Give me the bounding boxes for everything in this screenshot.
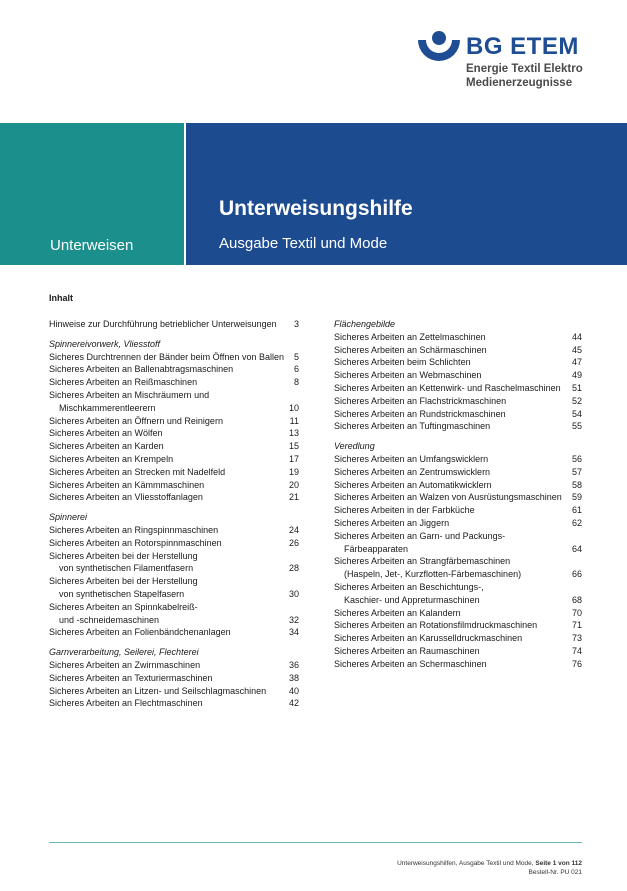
- contents-heading: Inhalt: [49, 293, 73, 303]
- toc-entry[interactable]: [334, 466, 582, 479]
- toc-entry[interactable]: [49, 453, 299, 466]
- toc-entry-page: 10: [288, 402, 299, 413]
- toc-entry-page: 21: [288, 492, 299, 503]
- document-subtitle: Ausgabe Textil und Mode: [219, 235, 388, 252]
- toc-entry-page: 74: [571, 645, 582, 656]
- toc-entry-page: [295, 550, 299, 563]
- toc-entry-title: Sicheres Arbeiten an Zentrumswicklern: [334, 466, 491, 477]
- toc-entry-title: Sicheres Arbeiten an Mischräumern und: [49, 389, 210, 400]
- toc-entry[interactable]: [334, 504, 582, 517]
- toc-entry-page: 54: [571, 408, 582, 419]
- toc-entry-page: 47: [571, 357, 582, 368]
- toc-entry-title: Sicheres Arbeiten an Rotorspinnmaschinen: [49, 537, 222, 548]
- toc-entry-title: Sicheres Arbeiten an Folienbändchenanlagen: [49, 627, 231, 638]
- toc-entry[interactable]: [334, 479, 582, 492]
- toc-entry-title: Sicheres Arbeiten an Strecken mit Nadelfeld: [49, 466, 226, 477]
- document-title: Unterweisungshilfe: [219, 197, 413, 220]
- toc-entry-title: Sicheres Arbeiten an Rotationsfilmdruckmaschinen: [334, 620, 538, 631]
- toc-entry-title: Sicheres Arbeiten an Kämmmaschinen: [49, 479, 205, 490]
- toc-entry-title: Sicheres Arbeiten an Garn- und Packungs-: [334, 530, 506, 541]
- toc-entry[interactable]: [49, 601, 299, 614]
- toc-entry[interactable]: [334, 581, 582, 594]
- toc-entry-page: 57: [571, 466, 582, 477]
- toc-entry-page: [295, 575, 299, 588]
- toc-entry[interactable]: [49, 351, 299, 364]
- toc-entry-title: Sicheres Arbeiten an Öffnern und Reinigern: [49, 415, 223, 426]
- toc-entry-title: und -schneidemaschinen: [59, 614, 160, 625]
- toc-entry[interactable]: [49, 672, 299, 685]
- toc-entry-page: 20: [288, 479, 299, 490]
- toc-entry[interactable]: [334, 331, 582, 344]
- toc-entry[interactable]: [334, 408, 582, 421]
- footer-doc-name: Unterweisungshilfen, Ausgabe Textil und Mode,: [397, 860, 536, 867]
- toc-entry[interactable]: [49, 614, 299, 627]
- toc-entry-title: Hinweise zur Durchführung betrieblicher Unterweisungen: [49, 319, 277, 329]
- toc-entry[interactable]: [49, 575, 299, 588]
- category-band: [0, 123, 184, 265]
- toc-entry-title: Sicheres Arbeiten in der Farbküche: [334, 505, 475, 516]
- toc-entry-page: 11: [289, 415, 299, 426]
- toc-entry-page: [578, 581, 582, 594]
- toc-entry-page: 38: [288, 672, 299, 683]
- toc-entry-title: Sicheres Arbeiten an Wölfen: [49, 428, 163, 439]
- toc-entry-page: 58: [571, 479, 582, 490]
- toc-entry-title: Sicheres Arbeiten bei der Herstellung: [49, 576, 198, 587]
- toc-entry-title: Sicheres Arbeiten an Texturiermaschinen: [49, 672, 213, 683]
- toc-entry-page: [295, 601, 299, 614]
- toc-entry-page: 64: [571, 543, 582, 554]
- toc-entry-page: 76: [571, 658, 582, 669]
- toc-entry-title: Sicheres Arbeiten an Reißmaschinen: [49, 377, 198, 388]
- toc-entry-title: Sicheres Arbeiten an Karden: [49, 441, 164, 452]
- logo-line-1: Energie Textil Elektro: [466, 63, 583, 75]
- toc-entry[interactable]: [334, 607, 582, 620]
- toc-entry-title: Sicheres Arbeiten an Schermaschinen: [334, 658, 487, 669]
- footer-rule: [49, 842, 582, 843]
- logo-line-2: Medienerzeugnisse: [466, 77, 573, 89]
- toc-entry-page: 24: [288, 524, 299, 535]
- toc-section-heading: Flächengebilde: [334, 319, 396, 329]
- toc-entry[interactable]: [334, 420, 582, 433]
- toc-entry[interactable]: [49, 318, 299, 331]
- toc-section-heading: Garnverarbeitung, Seilerei, Flechterei: [49, 647, 199, 658]
- toc-entry-title: Sicheres Arbeiten an Kalandern: [334, 607, 461, 618]
- toc-entry-title: Sicheres Arbeiten an Spinnkabelreiß-: [49, 601, 198, 612]
- toc-entry-page: 3: [293, 319, 299, 329]
- toc-entry-page: 70: [571, 607, 582, 618]
- toc-entry[interactable]: [49, 389, 299, 402]
- toc-entry[interactable]: [334, 632, 582, 645]
- toc-entry-page: 8: [293, 377, 299, 388]
- toc-entry-page: 59: [571, 492, 582, 503]
- toc-entry[interactable]: [334, 543, 582, 556]
- toc-entry-title: Sicheres Arbeiten an Rundstrickmaschinen: [334, 408, 506, 419]
- toc-entry-page: 15: [288, 441, 299, 452]
- toc-entry-title: Sicheres Arbeiten an Raumaschinen: [334, 645, 480, 656]
- toc-right-column: [334, 318, 582, 671]
- toc-entry-title: Sicheres Arbeiten an Flachstrickmaschinen: [334, 395, 507, 406]
- toc-entry[interactable]: [49, 363, 299, 376]
- toc-entry[interactable]: [49, 491, 299, 504]
- toc-entry[interactable]: [334, 530, 582, 543]
- toc-entry[interactable]: [334, 369, 582, 382]
- toc-entry[interactable]: [334, 395, 582, 408]
- toc-entry-title: Sicheres Arbeiten an Kettenwirk- und Raschelmaschinen: [334, 382, 561, 393]
- toc-entry[interactable]: [334, 594, 582, 607]
- toc-entry-title: Kaschier- und Appreturmaschinen: [344, 594, 480, 605]
- logo-name: BG ETEM: [466, 33, 579, 60]
- toc-entry-title: Sicheres Arbeiten an Umfangswicklern: [334, 453, 489, 464]
- toc-entry[interactable]: [49, 402, 299, 415]
- category-label: Unterweisen: [50, 237, 134, 254]
- toc-entry-title: Sicheres Durchtrennen der Bänder beim Öffnen von Ballen: [49, 351, 284, 362]
- footer-page-info: [397, 860, 582, 867]
- toc-entry[interactable]: [49, 479, 299, 492]
- toc-entry-page: 42: [288, 698, 299, 709]
- toc-entry-title: Sicheres Arbeiten an Jiggern: [334, 517, 450, 528]
- toc-entry-title: (Haspeln, Jet-, Kurzflotten-Färbemaschinen): [344, 569, 522, 580]
- toc-entry-title: Färbeapparaten: [344, 543, 409, 554]
- toc-entry-page: 17: [288, 453, 299, 464]
- toc-entry[interactable]: [49, 524, 299, 537]
- toc-entry-title: Sicheres Arbeiten an Krempeln: [49, 453, 174, 464]
- toc-entry[interactable]: [49, 697, 299, 710]
- toc-entry-page: 36: [288, 659, 299, 670]
- toc-entry[interactable]: [334, 619, 582, 632]
- toc-entry[interactable]: [49, 427, 299, 440]
- bg-etem-emblem-icon: [416, 30, 462, 70]
- toc-entry-page: 32: [288, 614, 299, 625]
- toc-entry-page: 52: [571, 395, 582, 406]
- toc-entry-title: Sicheres Arbeiten an Walzen von Ausrüstungsmaschinen: [334, 492, 562, 503]
- toc-entry[interactable]: [334, 645, 582, 658]
- toc-section-heading: Veredlung: [334, 441, 375, 452]
- toc-entry[interactable]: [334, 555, 582, 568]
- toc-entry[interactable]: [334, 356, 582, 369]
- toc-entry-page: 71: [571, 620, 582, 631]
- toc-entry-page: 62: [571, 517, 582, 528]
- toc-entry[interactable]: [49, 466, 299, 479]
- toc-entry-page: 26: [288, 537, 299, 548]
- toc-entry[interactable]: [49, 550, 299, 563]
- title-band: [186, 123, 627, 265]
- toc-entry-page: 30: [288, 588, 299, 599]
- toc-entry-page: 45: [571, 344, 582, 355]
- toc-entry-title: Mischkammerentleerern: [59, 402, 156, 413]
- toc-entry-page: 34: [288, 627, 299, 638]
- toc-entry-page: 73: [571, 633, 582, 644]
- toc-entry[interactable]: [334, 658, 582, 671]
- toc-entry-title: Sicheres Arbeiten an Zwirnmaschinen: [49, 659, 201, 670]
- toc-entry-title: Sicheres Arbeiten beim Schlichten: [334, 357, 471, 368]
- toc-entry-title: von synthetischen Stapelfasern: [59, 588, 185, 599]
- toc-entry-title: Sicheres Arbeiten an Karusselldruckmaschinen: [334, 633, 523, 644]
- bg-etem-logo: [416, 30, 616, 96]
- toc-entry-page: 5: [293, 351, 299, 362]
- toc-entry[interactable]: [334, 382, 582, 395]
- toc-entry[interactable]: [49, 626, 299, 639]
- toc-entry[interactable]: [49, 440, 299, 453]
- toc-entry-page: 56: [571, 453, 582, 464]
- toc-entry-page: 61: [571, 505, 582, 516]
- footer-order-number: Bestell-Nr. PU 021: [528, 869, 582, 876]
- toc-entry-page: 40: [288, 685, 299, 696]
- toc-entry-title: Sicheres Arbeiten an Zettelmaschinen: [334, 331, 486, 342]
- toc-section-heading: Spinnereivorwerk, Vliesstoff: [49, 338, 161, 349]
- toc-entry-page: [578, 530, 582, 543]
- toc-entry[interactable]: [334, 453, 582, 466]
- toc-entry[interactable]: [49, 537, 299, 550]
- toc-entry[interactable]: [49, 376, 299, 389]
- toc-entry-title: Sicheres Arbeiten an Schärmaschinen: [334, 344, 487, 355]
- toc-entry-page: 49: [571, 370, 582, 381]
- toc-entry-title: Sicheres Arbeiten an Beschichtungs-,: [334, 581, 484, 592]
- toc-entry[interactable]: [334, 517, 582, 530]
- toc-entry-page: [578, 555, 582, 568]
- toc-entry-title: Sicheres Arbeiten an Strangfärbemaschinen: [334, 556, 511, 567]
- toc-entry-page: 28: [288, 563, 299, 574]
- toc-entry[interactable]: [334, 568, 582, 581]
- toc-entry[interactable]: [334, 491, 582, 504]
- toc-entry[interactable]: [49, 415, 299, 428]
- toc-entry-page: 55: [571, 421, 582, 432]
- footer-page-number: Seite 1 von 112: [535, 860, 582, 867]
- toc-entry-title: Sicheres Arbeiten an Automatikwicklern: [334, 479, 492, 490]
- toc-entry-title: Sicheres Arbeiten an Ballenabtragsmaschinen: [49, 364, 234, 375]
- toc-section-heading: Spinnerei: [49, 512, 88, 523]
- toc-entry-page: [295, 389, 299, 402]
- toc-entry[interactable]: [49, 562, 299, 575]
- toc-entry-page: 68: [571, 594, 582, 605]
- toc-left-column: [49, 318, 299, 710]
- toc-entry-title: Sicheres Arbeiten bei der Herstellung: [49, 550, 198, 561]
- toc-entry[interactable]: [49, 588, 299, 601]
- toc-entry-page: 6: [293, 364, 299, 375]
- toc-entry-title: Sicheres Arbeiten an Flechtmaschinen: [49, 698, 203, 709]
- toc-entry-page: 19: [288, 466, 299, 477]
- toc-entry-title: Sicheres Arbeiten an Ringspinnmaschinen: [49, 524, 219, 535]
- toc-entry-title: Sicheres Arbeiten an Litzen- und Seilschlagmaschinen: [49, 685, 267, 696]
- toc-entry-title: von synthetischen Filamentfasern: [59, 563, 194, 574]
- toc-entry-title: Sicheres Arbeiten an Tuftingmaschinen: [334, 421, 491, 432]
- toc-entry-page: 66: [571, 569, 582, 580]
- toc-entry[interactable]: [49, 685, 299, 698]
- toc-entry[interactable]: [334, 344, 582, 357]
- toc-entry-page: 13: [288, 428, 299, 439]
- toc-entry-page: 44: [571, 331, 582, 342]
- toc-entry-page: 51: [571, 382, 582, 393]
- toc-entry[interactable]: [49, 659, 299, 672]
- toc-entry-title: Sicheres Arbeiten an Webmaschinen: [334, 370, 482, 381]
- toc-entry-title: Sicheres Arbeiten an Vliesstoffanlagen: [49, 492, 203, 503]
